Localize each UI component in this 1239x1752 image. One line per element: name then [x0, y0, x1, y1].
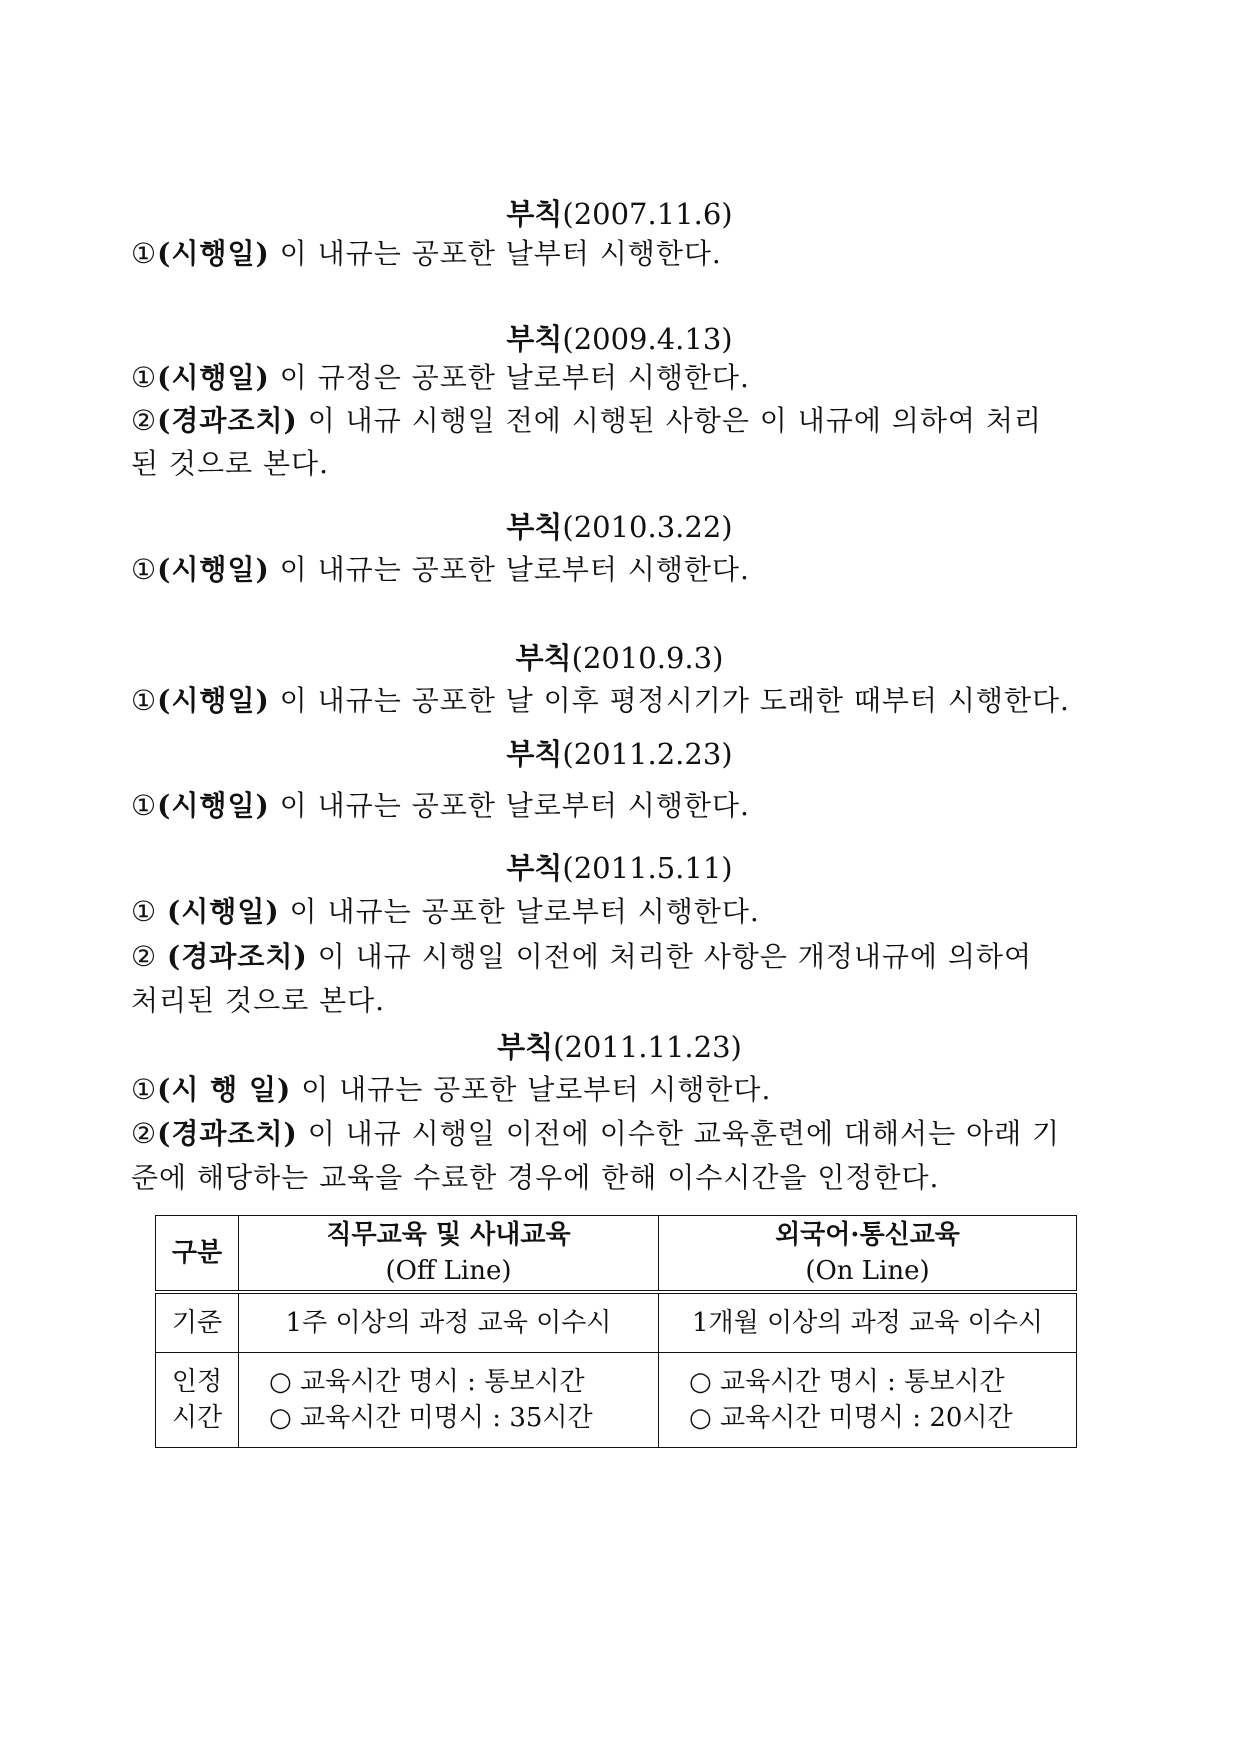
item-number: ②	[131, 404, 158, 437]
table-row-standard	[156, 1292, 1077, 1353]
item-tag: (시행일)	[157, 789, 270, 822]
item-number: ②	[131, 940, 168, 973]
header-offline-title: 직무교육 및 사내교육	[326, 1220, 571, 1250]
item-tag: (경과조치)	[167, 940, 308, 973]
article-line-continued: 처리된 것으로 본다.	[131, 984, 386, 1017]
header-category: 구분	[156, 1216, 239, 1293]
article-line-continued: 준에 해당하는 교육을 수료한 경우에 한해 이수시간을 인정한다.	[131, 1161, 940, 1194]
article-line	[131, 939, 1131, 975]
section-heading	[0, 640, 1239, 676]
row-label-line: 인정	[171, 1367, 223, 1397]
item-tag: (경과조치)	[157, 404, 298, 437]
heading-word: 부칙	[497, 1030, 554, 1064]
item-number: ①	[131, 789, 158, 822]
section-heading	[0, 509, 1239, 545]
item-number: ②	[131, 1117, 158, 1150]
recognized-line: ○ 교육시간 명시 : 통보시간	[689, 1367, 1005, 1397]
education-hours-table	[155, 1215, 1077, 1448]
heading-date: (2007.11.6)	[562, 197, 733, 231]
item-text: 이 규정은 공포한 날로부터 시행한다.	[269, 361, 750, 394]
item-text: 이 내규 시행일 이전에 이수한 교육훈련에 대해서는 아래 기	[297, 1117, 1061, 1150]
item-number: ①	[131, 1073, 158, 1106]
recognized-online	[659, 1353, 1077, 1448]
article-line-continued: 된 것으로 본다.	[131, 447, 329, 480]
header-offline-sub: (Off Line)	[385, 1256, 512, 1286]
item-number: ①	[131, 553, 158, 586]
heading-word: 부칙	[515, 641, 572, 675]
item-number: ①	[131, 237, 158, 270]
item-tag: (시행일)	[157, 361, 270, 394]
standard-online: 1개월 이상의 과정 교육 이수시	[659, 1292, 1077, 1353]
item-number: ①	[131, 895, 168, 928]
heading-word: 부칙	[506, 737, 563, 771]
item-tag: (시 행 일)	[157, 1073, 292, 1106]
article-line	[131, 403, 1131, 439]
item-tag: (시행일)	[157, 237, 270, 270]
article-line	[131, 552, 1131, 588]
section-heading	[0, 321, 1239, 357]
item-number: ①	[131, 361, 158, 394]
item-tag: (시행일)	[157, 553, 270, 586]
article-line	[131, 894, 1131, 930]
item-tag: (시행일)	[167, 895, 280, 928]
heading-date: (2010.9.3)	[571, 641, 724, 675]
item-number: ①	[131, 684, 158, 717]
heading-date: (2009.4.13)	[562, 322, 733, 356]
article-line	[131, 360, 1131, 396]
row-label-line: 시간	[171, 1403, 223, 1433]
heading-date: (2011.5.11)	[562, 851, 733, 885]
header-offline	[239, 1216, 659, 1293]
item-tag: (시행일)	[157, 684, 270, 717]
section-heading	[0, 850, 1239, 886]
item-tag: (경과조치)	[157, 1117, 298, 1150]
heading-word: 부칙	[506, 851, 563, 885]
table-row-recognized	[156, 1353, 1077, 1448]
section-heading	[0, 736, 1239, 772]
item-text: 이 내규는 공포한 날로부터 시행한다.	[269, 789, 750, 822]
article-line	[131, 236, 1131, 272]
recognized-line: ○ 교육시간 미명시 : 35시간	[269, 1403, 593, 1433]
header-online	[659, 1216, 1077, 1293]
item-text: 이 내규 시행일 이전에 처리한 사항은 개정내규에 의하여	[307, 940, 1033, 973]
article-line	[131, 1116, 1131, 1152]
section-heading	[0, 1029, 1239, 1065]
article-line	[131, 1072, 1131, 1108]
item-text: 이 내규는 공포한 날부터 시행한다.	[269, 237, 722, 270]
heading-date: (2011.2.23)	[562, 737, 733, 771]
recognized-line: ○ 교육시간 명시 : 통보시간	[269, 1367, 585, 1397]
heading-date: (2011.11.23)	[553, 1030, 742, 1064]
header-online-title: 외국어·통신교육	[775, 1220, 960, 1250]
item-text: 이 내규는 공포한 날로부터 시행한다.	[279, 895, 760, 928]
item-text: 이 내규 시행일 전에 시행된 사항은 이 내규에 의하여 처리	[297, 404, 1042, 437]
section-heading	[0, 196, 1239, 232]
article-line	[131, 683, 1131, 719]
heading-date: (2010.3.22)	[562, 510, 733, 544]
heading-word: 부칙	[506, 322, 563, 356]
row-label-standard: 기준	[156, 1292, 239, 1353]
standard-offline: 1주 이상의 과정 교육 이수시	[239, 1292, 659, 1353]
item-text: 이 내규는 공포한 날 이후 평정시기가 도래한 때부터 시행한다.	[269, 684, 1070, 717]
item-text: 이 내규는 공포한 날로부터 시행한다.	[291, 1073, 772, 1106]
article-line	[131, 788, 1131, 824]
recognized-offline	[239, 1353, 659, 1448]
row-label-recognized	[156, 1353, 239, 1448]
heading-word: 부칙	[506, 510, 563, 544]
heading-word: 부칙	[506, 197, 563, 231]
recognized-line: ○ 교육시간 미명시 : 20시간	[689, 1403, 1013, 1433]
table-header-row	[156, 1216, 1077, 1293]
item-text: 이 내규는 공포한 날로부터 시행한다.	[269, 553, 750, 586]
header-online-sub: (On Line)	[805, 1256, 930, 1286]
